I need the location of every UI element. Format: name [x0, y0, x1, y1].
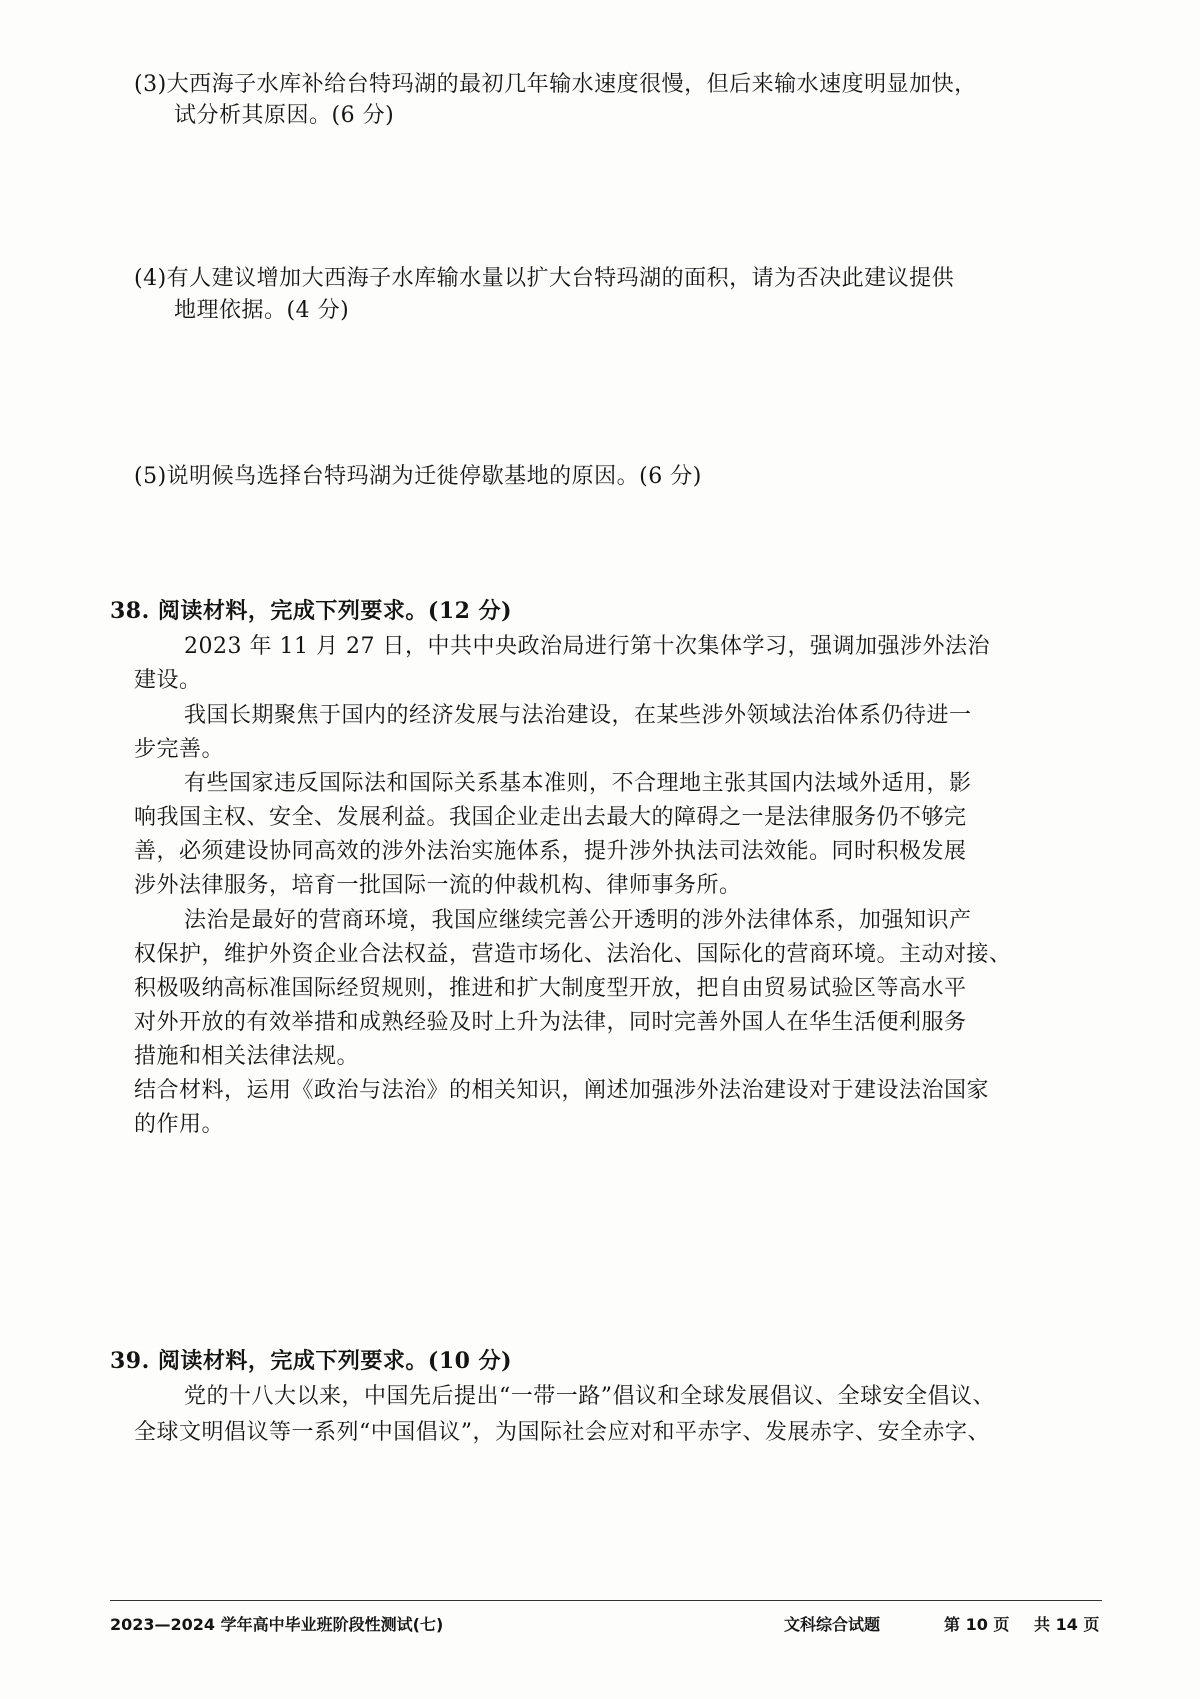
question-38-paragraph-1-line-2: 建设。 — [134, 668, 202, 693]
question-38-paragraph-2-line-2: 步完善。 — [134, 737, 225, 762]
question-38-task-line-1: 结合材料，运用《政治与法治》的相关知识，阐述加强涉外法治建设对于建设法治国家 — [134, 1078, 990, 1103]
question-38-paragraph-4-line-1: 法治是最好的营商环境，我国应继续完善公开透明的涉外法律体系，加强知识产 — [184, 908, 972, 933]
question-38-paragraph-2-line-1: 我国长期聚焦于国内的经济发展与法治建设，在某些涉外领域法治体系仍待进一 — [184, 703, 972, 728]
question-38-paragraph-3-line-4: 涉外法律服务，培育一批国际一流的仲裁机构、律师事务所。 — [134, 873, 742, 898]
question-37-4-line-2: 地理依据。(4 分) — [174, 298, 350, 323]
question-38-task-line-2: 的作用。 — [134, 1112, 225, 1137]
question-38-paragraph-4-line-2: 权保护，维护外资企业合法权益，营造市场化、法治化、国际化的营商环境。主动对接、 — [134, 942, 1012, 967]
question-38-paragraph-3-line-3: 善，必须建设协同高效的涉外法治实施体系，提升涉外执法司法效能。同时积极发展 — [134, 839, 967, 864]
question-38-paragraph-3-line-1: 有些国家违反国际法和国际关系基本准则，不合理地主张其国内法域外适用，影 — [184, 771, 972, 796]
question-38-paragraph-3-line-2: 响我国主权、安全、发展利益。我国企业走出去最大的障碍之一是法律服务仍不够完 — [134, 805, 967, 830]
question-38-heading: 38. 阅读材料，完成下列要求。(12 分) — [110, 598, 513, 624]
question-39-paragraph-1-line-2: 全球文明倡议等一系列“中国倡议”，为国际社会应对和平赤字、发展赤字、安全赤字、 — [134, 1420, 990, 1445]
question-39-heading: 39. 阅读材料，完成下列要求。(10 分) — [110, 1348, 513, 1374]
question-38-paragraph-4-line-5: 措施和相关法律法规。 — [134, 1044, 360, 1069]
footer-subject: 文科综合试题 — [784, 1615, 881, 1634]
question-37-3-line-2: 试分析其原因。(6 分) — [174, 103, 395, 128]
footer-exam-name: 2023—2024 学年高中毕业班阶段性测试(七) — [110, 1615, 444, 1634]
question-39-paragraph-1-line-1: 党的十八大以来，中国先后提出“一带一路”倡议和全球发展倡议、全球安全倡议、 — [184, 1384, 995, 1409]
question-37-3-line-1: (3)大西海子水库补给台特玛湖的最初几年输水速度很慢，但后来输水速度明显加快， — [134, 72, 977, 97]
question-37-5-line-1: (5)说明候鸟选择台特玛湖为迁徙停歇基地的原因。(6 分) — [134, 464, 702, 489]
question-38-paragraph-4-line-3: 积极吸纳高标准国际经贸规则，推进和扩大制度型开放，把自由贸易试验区等高水平 — [134, 976, 967, 1001]
footer-page-number: 第 10 页 — [944, 1615, 1010, 1634]
footer-total-pages: 共 14 页 — [1034, 1615, 1100, 1634]
question-37-4-line-1: (4)有人建议增加大西海子水库输水量以扩大台特玛湖的面积，请为否决此建议提供 — [134, 266, 955, 291]
question-38-paragraph-4-line-4: 对外开放的有效举措和成熟经验及时上升为法律，同时完善外国人在华生活便利服务 — [134, 1010, 967, 1035]
question-38-paragraph-1-line-1: 2023 年 11 月 27 日，中共中央政治局进行第十次集体学习，强调加强涉外法治 — [184, 634, 990, 659]
footer-divider — [110, 1600, 1102, 1601]
